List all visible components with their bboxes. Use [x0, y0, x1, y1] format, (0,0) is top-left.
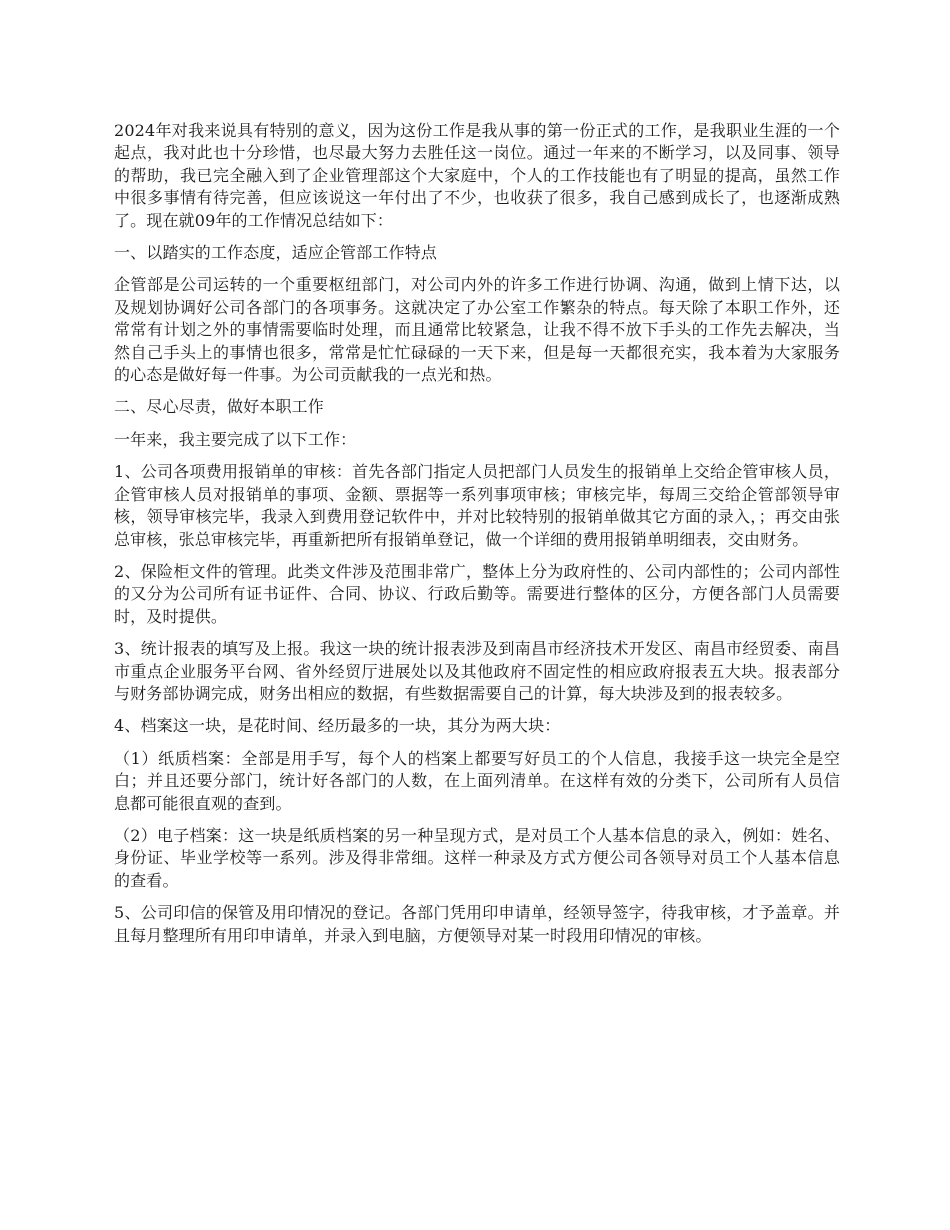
work-item-4-paragraph: 4、档案这一块，是花时间、经历最多的一块，其分为两大块： — [114, 716, 561, 736]
work-item-3-paragraph: 3、统计报表的填写及上报。我这一块的统计报表涉及到南昌市经济技术开发区、南昌市经贸委、南昌市重点企业服务平台网、省外经贸厅进展处以及其他政府不固定性的相应政府报表五大块。报表部分与财务部协调完成，财务出相应的数据，有些数据需要自己的计算，每大块涉及到的报表较多。 — [114, 639, 840, 703]
section-2-intro-paragraph: 一年来，我主要完成了以下工作： — [114, 429, 357, 449]
section-1-paragraph: 企管部是公司运转的一个重要枢纽部门，对公司内外的许多工作进行协调、沟通，做到上情下达，以及规划协调好公司各部门的各项事务。这就决定了办公室工作繁杂的特点。每天除了本职工作外，还常常有计划之外的事情需要临时处理，而且通常比较紧急，让我不得不放下手头的工作先去解决，当然自己手头上的事情也很多，常常是忙忙碌碌的一天下来，但是每一天都很充实，我本着为大家服务的心态是做好每一件事。为公司贡献我的一点光和热。 — [114, 275, 840, 385]
work-item-2-paragraph: 2、保险柜文件的管理。此类文件涉及范围非常广，整体上分为政府性的、公司内部性的；公司内部性的又分为公司所有证书证件、合同、协议、行政后勤等。需要进行整体的区分，方便各部门人员需要时，及时提供。 — [114, 561, 840, 626]
section-heading-1: 一、以踏实的工作态度，适应企管部工作特点 — [114, 243, 438, 263]
section-heading-2: 二、尽心尽责，做好本职工作 — [114, 397, 324, 417]
electronic-archive-paragraph: （2）电子档案：这一块是纸质档案的另一种呈现方式，是对员工个人基本信息的录入，例如：姓名、身份证、毕业学校等一系列。涉及得非常细。这样一种录及方式方便公司各领导对员工个人基本信息的查看。 — [114, 825, 840, 890]
intro-paragraph: 2024年对我来说具有特别的意义，因为这份工作是我从事的第一份正式的工作，是我职业生涯的一个起点，我对此也十分珍惜，也尽最大努力去胜任这一岗位。通过一年来的不断学习，以及同事、领导的帮助，我已完全融入到了企业管理部这个大家庭中，个人的工作技能也有了明显的提高，虽然工作中很多事情有待完善，但应该说这一年付出了不少，也收获了很多，我自己感到成长了，也逐渐成熟了。现在就09年的工作情况总结如下： — [114, 121, 840, 230]
work-item-1-paragraph: 1、公司各项费用报销单的审核：首先各部门指定人员把部门人员发生的报销单上交给企管审核人员，企管审核人员对报销单的事项、金额、票据等一系列事项审核；审核完毕，每周三交给企管部领导审核，领导审核完毕，我录入到费用登记软件中，并对比较特别的报销单做其它方面的录入，；再交由张总审核，张总审核完毕，再重新把所有报销单登记，做一个详细的费用报销单明细表，交由财务。 — [114, 462, 840, 549]
work-item-5-paragraph: 5、公司印信的保管及用印情况的登记。各部门凭用印申请单，经领导签字，待我审核，才予盖章。并且每月整理所有用印申请单，并录入到电脑，方便领导对某一时段用印情况的审核。 — [114, 903, 840, 945]
paper-archive-paragraph: （1）纸质档案：全部是用手写，每个人的档案上都要写好员工的个人信息，我接手这一块完全是空白；并且还要分部门，统计好各部门的人数，在上面列清单。在这样有效的分类下，公司所有人员信息都可能很直观的查到。 — [114, 748, 840, 813]
document-page — [114, 120, 840, 957]
